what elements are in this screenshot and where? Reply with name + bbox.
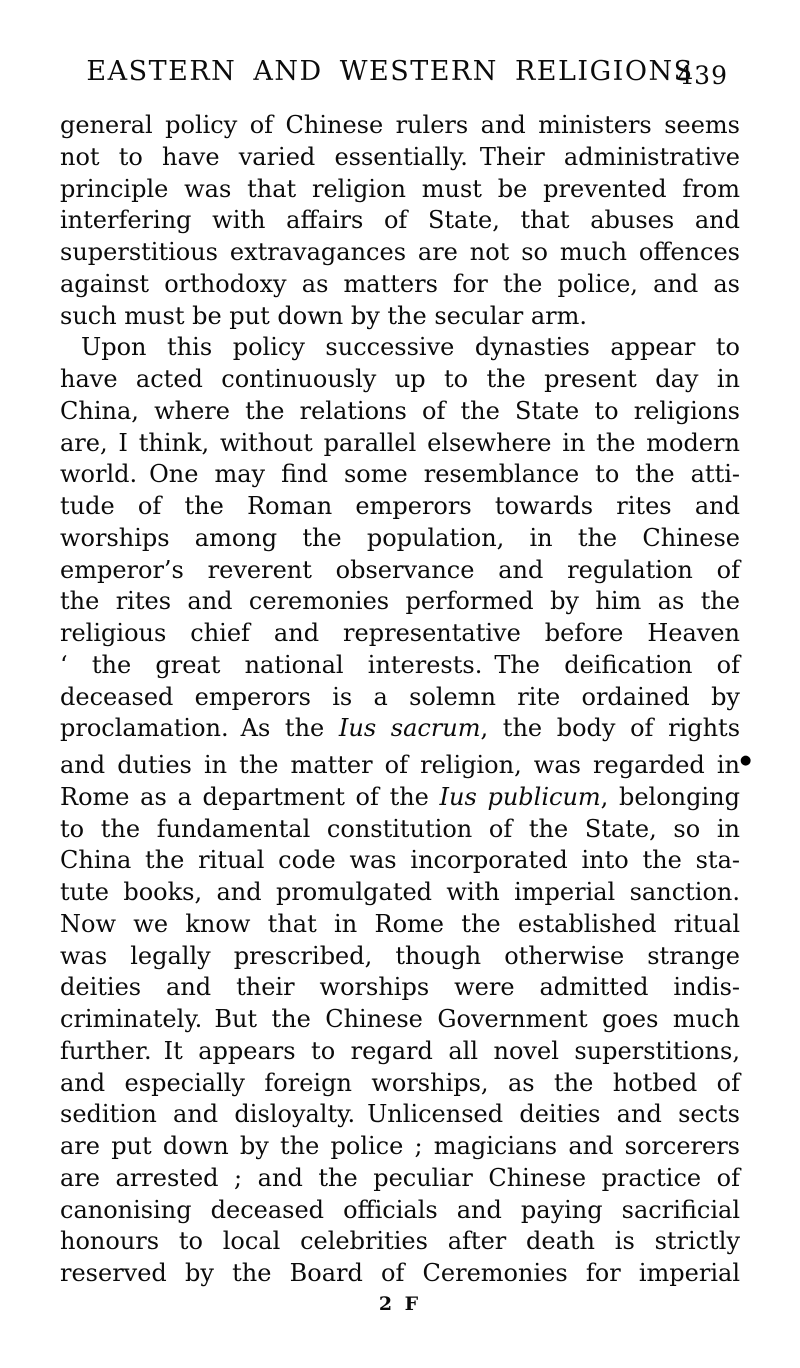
text-segment: superstitious extravagances are not so much offences [60,238,740,266]
text-segment: interfering with affairs of State, that abuses and [60,206,740,235]
text-line [60,396,740,428]
text-segment: deities and their worships were admitted indis- [60,973,740,1002]
text-line [60,555,740,587]
text-line [60,1004,740,1036]
paragraph [60,332,752,1290]
text-line [60,682,740,714]
text-segment: emperor’s reverent observance and regulation of [60,555,740,584]
text-segment: are, I think, without parallel elsewhere in the modern [60,428,740,457]
text-segment: criminately. But the Chinese Government goes much [60,1005,740,1033]
text-line [60,205,740,237]
text-segment: China, where the relations of the State to religions [60,396,740,425]
text-line [60,428,740,460]
text-segment: Rome as a department of the [60,782,440,811]
text-line [60,332,740,364]
text-segment: principle was that religion must be prevented from [60,174,740,203]
text-line [60,845,740,877]
text-segment: was legally prescribed, though otherwise strange [60,941,740,970]
text-segment: deceased emperors is a solemn rite ordained by [60,682,740,711]
text-line [60,814,740,846]
text-segment: honours to local celebrities after death is strictly [60,1227,740,1256]
text-line [60,523,740,555]
text-segment: have acted continuously up to the present day in [60,365,740,393]
text-segment: such must be put down by the secular arm. [60,301,587,330]
text-segment: are put down by the police ; magicians and sorcerers [60,1132,740,1160]
text-line [60,301,740,333]
paragraph [60,110,740,332]
text-segment: Now we know that in Rome the established ritual [60,909,740,938]
text-line [60,713,740,745]
text-line [60,142,740,174]
text-segment: and duties in the matter of religion, was regarded in [60,751,740,779]
body-text [60,110,752,1290]
text-segment: ʻ the great national interests. The deification of [60,650,740,679]
text-segment: canonising deceased officials and paying sacrificial [60,1195,740,1224]
page-header [60,56,740,92]
text-segment: against orthodoxy as matters for the police, and as [60,269,740,298]
text-line [60,1163,740,1195]
text-line [60,1036,740,1068]
page-title: EASTERN AND WESTERN RELIGIONS [86,56,694,87]
page-number: 439 [677,61,728,90]
text-line [60,909,740,941]
text-segment: worships among the population, in the Chinese [60,523,740,552]
text-line [60,1099,740,1131]
text-segment: world. One may find some resemblance to the atti- [60,460,740,489]
text-segment: to the fundamental constitution of the State, so in [60,814,740,843]
text-segment: proclamation. As the [60,714,339,743]
text-segment: the rites and ceremonies performed by him as the [60,587,740,616]
text-line [60,1258,740,1290]
text-line [60,1131,740,1163]
text-segment: general policy of Chinese rulers and ministers seems [60,111,740,139]
italic-latin-term: Ius sacrum [338,714,481,743]
text-line [60,269,740,301]
text-segment: sedition and disloyalty. Unlicensed deities and sects [60,1100,740,1129]
text-line [60,618,740,650]
text-segment: and especially foreign worships, as the hotbed of [60,1068,740,1097]
text-segment: tude of the Roman emperors towards rites and [60,492,740,520]
text-line [60,941,740,973]
text-line [60,586,740,618]
text-segment: further. It appears to regard all novel superstitions, [60,1036,740,1065]
text-line [60,364,740,396]
text-segment: , the body of rights [480,714,741,743]
signature-mark: 2 F [378,1292,422,1315]
text-line [60,650,740,682]
italic-latin-term: Ius publicum [439,782,601,811]
text-line [60,491,740,523]
text-line [60,1226,740,1258]
text-segment: reserved by the Board of Ceremonies for imperial [60,1259,740,1287]
text-line [60,1068,740,1100]
text-line [60,459,740,491]
text-line [60,877,740,909]
text-line [60,1195,740,1227]
text-segment: China the ritual code was incorporated into the sta- [60,846,740,875]
text-segment: are arrested ; and the peculiar Chinese practice of [60,1163,740,1192]
text-line [60,110,740,142]
text-line: and duties in the matter of religion, was regarded in● [60,751,752,779]
text-column [60,56,752,1316]
text-segment: not to have varied essentially. Their administrative [60,142,740,171]
text-line [60,174,740,206]
text-line [60,782,740,814]
text-line [60,972,740,1004]
text-segment: tute books, and promulgated with imperial sanction. [60,878,740,906]
text-segment: Upon this policy successive dynasties appear to [81,333,740,362]
text-line [60,237,740,269]
text-segment: religious chief and representative before Heaven [60,619,740,647]
text-segment: , belonging [600,782,740,811]
